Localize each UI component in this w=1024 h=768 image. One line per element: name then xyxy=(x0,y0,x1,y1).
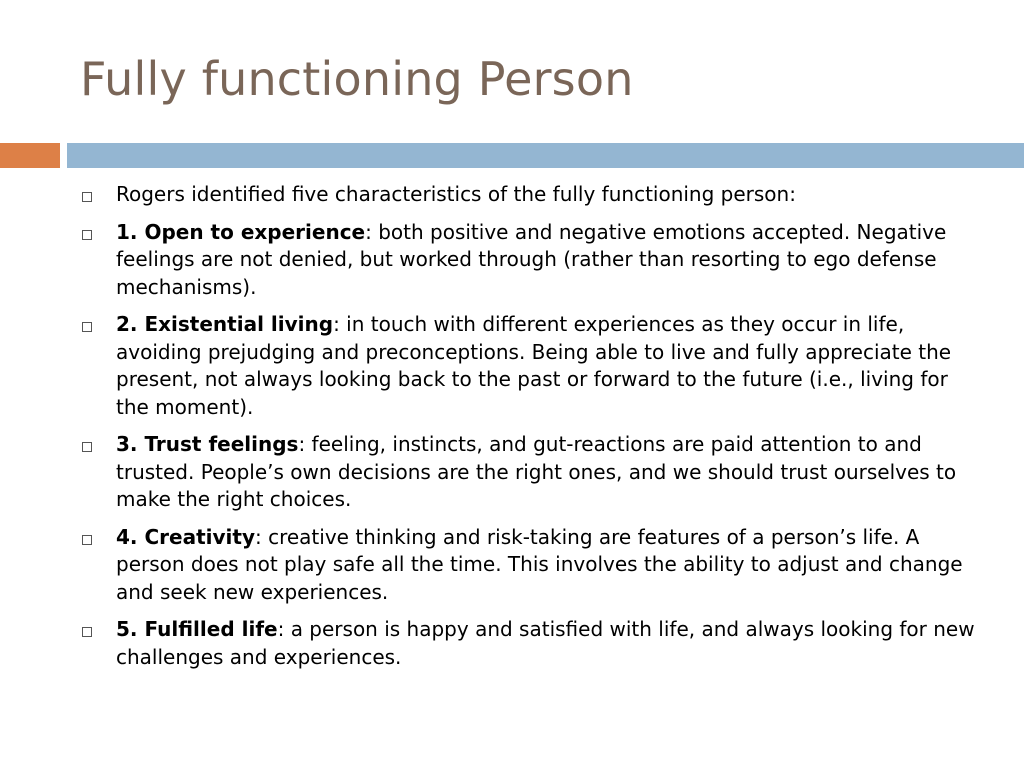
bullet-text: : creative thinking and risk-taking are features of a person’s life. A person does not play safe all the time. This involves the ability to adjust and change and seek new experiences. xyxy=(116,524,963,604)
bullet-item-creativity xyxy=(80,524,980,607)
bullet-item-open-to-experience xyxy=(80,219,980,302)
bullet-text: : in touch with different experiences as they occur in life, avoiding prejudging and preconceptions. Being able to live and fully appreciate the present, not always looking back to the past or forward to the future (i.e., living for the moment). xyxy=(116,312,952,419)
bullet-list xyxy=(80,181,980,681)
bullet-term: 3. Trust feelings xyxy=(116,432,299,456)
square-bullet-icon xyxy=(82,535,92,545)
bullet-item-trust-feelings xyxy=(80,431,980,514)
bullet-term: 2. Existential living xyxy=(116,312,334,336)
bullet-item-intro xyxy=(80,181,980,209)
bullet-item-existential-living xyxy=(80,311,980,421)
bullet-text: Rogers identified five characteristics of the fully functioning person: xyxy=(116,182,796,206)
bullet-text: : feeling, instincts, and gut-reactions are paid attention to and trusted. People’s own decisions are the right ones, and we should trust ourselves to make the right choices. xyxy=(116,432,957,511)
square-bullet-icon xyxy=(82,442,92,452)
bullet-term: 4. Creativity xyxy=(116,524,255,549)
bullet-text: : a person is happy and satisfied with life, and always looking for new challenges and experiences. xyxy=(116,617,975,669)
bullet-item-fulfilled-life xyxy=(80,616,980,671)
square-bullet-icon xyxy=(82,322,92,332)
square-bullet-icon xyxy=(82,230,92,240)
square-bullet-icon xyxy=(82,627,92,637)
bullet-term: 5. Fulfilled life xyxy=(116,617,278,641)
bullet-term: 1. Open to experience xyxy=(116,219,366,244)
accent-bar xyxy=(0,143,60,168)
square-bullet-icon xyxy=(82,192,92,202)
slide-title: Fully functioning Person xyxy=(80,52,634,106)
title-divider-bar xyxy=(67,143,1024,168)
bullet-text: : both positive and negative emotions accepted. Negative feelings are not denied, but worked through (rather than resorting to ego defense mechanisms). xyxy=(116,219,947,299)
